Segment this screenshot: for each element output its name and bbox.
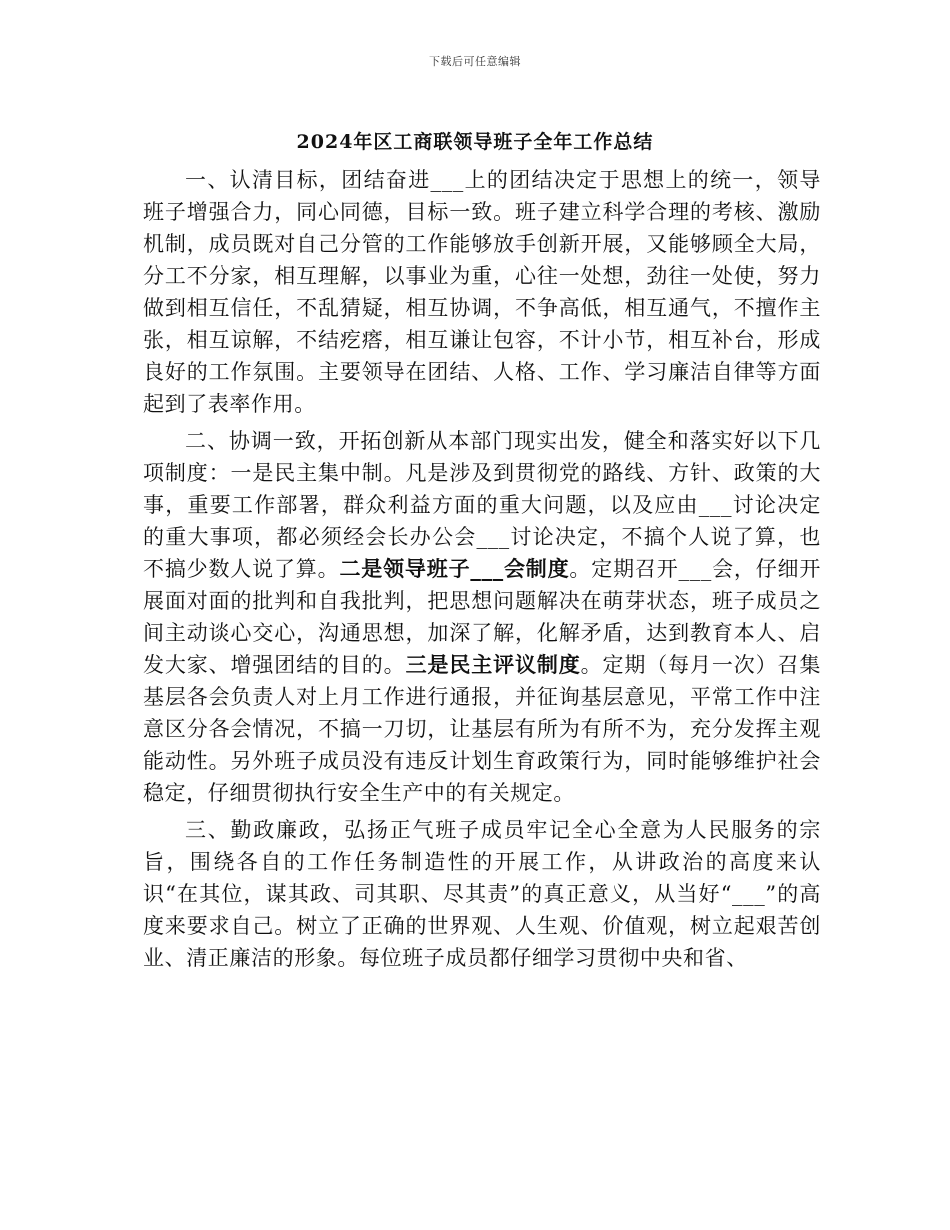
bold-heading-leadership-meeting: 二是领导班子___会制度 bbox=[339, 556, 570, 581]
paragraph-1 bbox=[143, 164, 821, 420]
paragraph-text: 二、协调一致，开拓创新从本部门现实出发，健全和落实好以下几项制度：一是民主集中制。凡是涉及到贯彻党的路线、方针、政策的大事，重要工作部署，群众利益方面的重大问题，以及应由___讨论决定的重大事项，都必须经会长办公会___讨论决定，不搞个人说了算，也不搞少数人说了算。 bbox=[143, 429, 821, 581]
paragraph-text: 一、认清目标，团结奋进___上的团结决定于思想上的统一，领导班子增强合力，同心同德，目标一致。班子建立科学合理的考核、激励机制，成员既对自己分管的工作能够放手创新开展，又能够顾全大局，分工不分家，相互理解，以事业为重，心往一处想，劲往一处使，努力做到相互信任，不乱猜疑，相互协调，不争高低，相互通气，不擅作主张，相互谅解，不结疙瘩，相互谦让包容，不计小节，相互补台，形成良好的工作氛围。主要领导在团结、人格、工作、学习廉洁自律等方面起到了表率作用。 bbox=[143, 168, 821, 416]
paragraph-3 bbox=[143, 814, 821, 974]
paragraph-2 bbox=[143, 425, 821, 809]
document-title: 2024年区工商联领导班子全年工作总结 bbox=[296, 131, 654, 153]
document-body bbox=[143, 164, 821, 979]
paragraph-text: 。定期召开___会，仔细开展面对面的批判和自我批判，把思想问题解决在萌芽状态，班子成员之间主动谈心交心，沟通思想，加深了解，化解矛盾，达到教育本人、启发大家、增强团结的目的。 bbox=[143, 557, 821, 677]
bold-heading-democratic-review: 三是民主评议制度 bbox=[405, 652, 581, 677]
paragraph-text: 三、勤政廉政，弘扬正气班子成员牢记全心全意为人民服务的宗旨，围绕各自的工作任务制造性的开展工作，从讲政治的高度来认识“在其位，谋其政、司其职、尽其责”的真正意义，从当好“___”的高度来要求自己。树立了正确的世界观、人生观、价值观，树立起艰苦创业、清正廉洁的形象。每位班子成员都仔细学习贯彻中央和省、 bbox=[143, 818, 821, 970]
paragraph-text: 。定期（每月一次）召集基层各会负责人对上月工作进行通报，并征询基层意见，平常工作中注意区分各会情况，不搞一刀切，让基层有所为有所不为，充分发挥主观能动性。另外班子成员没有违反计划生育政策行为，同时能够维护社会稳定，仔细贯彻执行安全生产中的有关规定。 bbox=[143, 653, 822, 805]
header-note: 下载后可任意编辑 bbox=[429, 55, 521, 68]
